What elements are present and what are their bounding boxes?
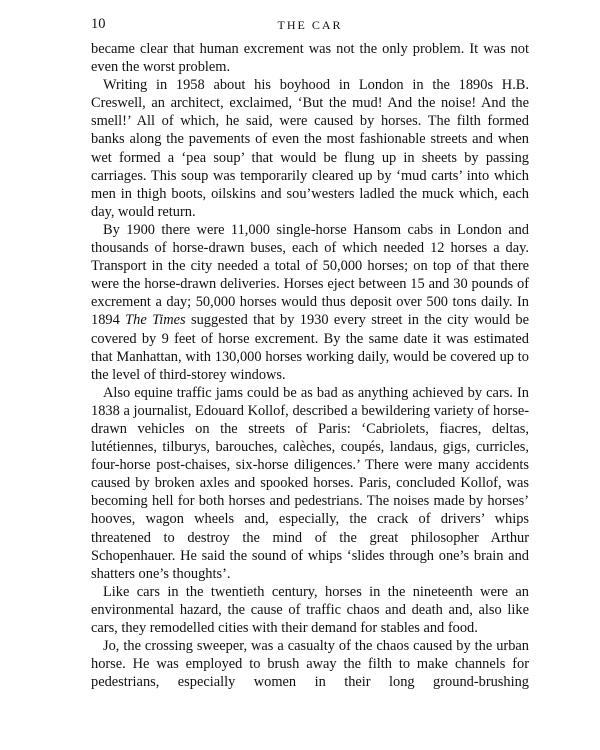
- paragraph-text: Like cars in the twentieth century, horses in the nineteenth were an environmental hazard, the cause of traffic chaos and death and, also like cars, they remodelled cities with their demand for stables and food.: [91, 583, 529, 636]
- paragraph-5: [91, 583, 529, 637]
- paragraph-4: [91, 384, 529, 583]
- paragraph-text: Also equine traffic jams could be as bad as anything achieved by cars. In 1838 a journalist, Edouard Kollof, described a bewildering variety of horse-drawn vehicles on the streets of Paris: ‘Cabriolets, fiacres, deltas, lutétiennes, tilburys, barouches, calèches, coupés, landaus, gigs, curricles, four-horse post-chaises, six-horse diligences.’ There were many accidents caused by broken axles and spooked horses. Paris, concluded Kollof, was becoming hell for both horses and pedestrians. The noises made by horses’ hooves, wagon wheels and, especially, the crack of drivers’ whips threatened to destroy the mind of the great philosopher Arthur Schopenhauer. He said the sound of whips ‘slides through one’s brain and shatters one’s thoughts’.: [91, 384, 529, 582]
- book-page: [91, 16, 529, 691]
- paragraph-text: By 1900 there were 11,000 single-horse Hansom cabs in London and thousands of horse-drawn buses, each of which needed 12 horses a day. Transport in the city needed a total of 50,000 horses; on top of that there were the horse-drawn deliveries. Horses eject between 15 and 30 pounds of excrement a day; 50,000 horses would thus deposit over 500 tons daily. In 1894: [91, 221, 529, 329]
- paragraph-2: [91, 76, 529, 221]
- newspaper-title: The Times: [125, 312, 186, 329]
- page-header: [91, 16, 529, 40]
- paragraph-6: [91, 637, 529, 691]
- paragraph-text: Jo, the crossing sweeper, was a casualty of the chaos caused by the urban horse. He was employed to brush away the filth to make channels for pedestrians, especially women in their long ground-brushing: [91, 638, 529, 691]
- page-number: 10: [91, 16, 106, 32]
- paragraph-3: [91, 221, 529, 384]
- paragraph-text: suggested that by 1930 every street in the city would be covered by 9 feet of horse excrement. By the same date it was estimated that Manhattan, with 130,000 horses working daily, would be covered up to the level of third-storey windows.: [91, 312, 529, 383]
- paragraph-text: became clear that human excrement was not the only problem. It was not even the worst problem.: [91, 41, 529, 76]
- body-text: [91, 40, 529, 691]
- running-head: THE CAR: [277, 18, 343, 32]
- paragraph-text: Writing in 1958 about his boyhood in London in the 1890s H.B. Creswell, an architect, exclaimed, ‘But the mud! And the noise! And the smell!’ All of which, he said, were caused by horses. The filth formed banks along the pavements of even the most fashionable streets and when wet formed a ‘pea soup’ that would be flung up in sheets by passing carriages. This soup was temporarily cleared up by ‘mud carts’ into which men in thigh boots, oilskins and sou’westers ladled the muck which, each day, would return.: [91, 77, 529, 220]
- paragraph-1: [91, 40, 529, 76]
